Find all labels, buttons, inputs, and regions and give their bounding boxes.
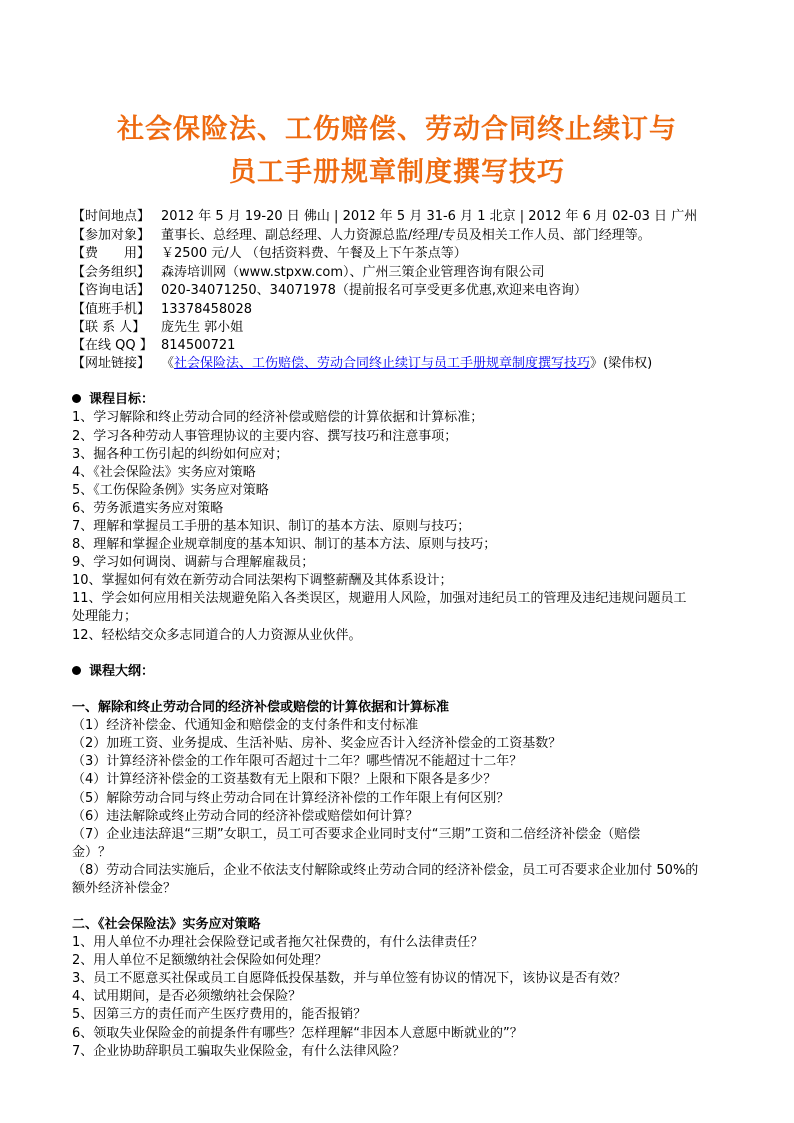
goals-heading-text: 课程目标： [89,392,155,407]
goal-item: 1、学习解除和终止劳动合同的经济补偿或赔偿的计算依据和计算标准； [72,410,484,425]
outline-item: 6、领取失业保险金的前提条件有哪些？怎样理解“非因本人意愿中断就业的”？ [72,1026,523,1041]
goal-item: 8、理解和掌握企业规章制度的基本知识、制订的基本方法、原则与技巧； [72,537,497,552]
outline-item: （7）企业违法辞退“三期”女职工，员工可否要求企业同时支付“三期”工资和二倍经济补偿金（赔偿 [72,827,641,842]
section-title: 一、解除和终止劳动合同的经济补偿或赔偿的计算依据和计算标准 [72,700,450,715]
website-row [72,355,652,373]
outline-item: 金）？ [72,845,112,860]
goal-item: 4、《社会保险法》实务应对策略 [72,465,256,480]
bullet-icon [72,666,81,675]
info-label: 【时间地点】 [72,209,151,224]
info-row [72,301,252,319]
outline-item: 1、用人单位不办理社会保险登记或者拖欠社保费的，有什么法律责任？ [72,935,484,950]
goal-item: 12、轻松结交众多志同道合的人力资源从业伙伴。 [72,628,362,643]
goal-item: 10、掌握如何有效在新劳动合同法架构下调整薪酬及其体系设计； [72,573,453,588]
goal-item: 7、理解和掌握员工手册的基本知识、制订的基本方法、原则与技巧； [72,519,471,534]
info-value: 庞先生 郭小姐 [161,320,244,335]
info-row [72,264,545,282]
info-row [72,245,467,263]
outline-item: （5）解除劳动合同与终止劳动合同在计算经济补偿的工作年限上有何区别？ [72,791,510,806]
outline-item: 7、企业协助辞职员工骗取失业保险金，有什么法律风险？ [72,1044,406,1059]
info-value: 董事长、总经理、副总经理、人力资源总监/经理/专员及相关工作人员、部门经理等。 [161,228,651,243]
website-prefix: 《 [161,356,175,371]
bullet-icon [72,394,81,403]
info-value: 13378458028 [161,302,252,317]
info-value: 2012 年 5 月 19-20 日 佛山 | 2012 年 5 月 31-6 月 1 北京 | 2012 年 6 月 02-03 日 广州 [161,209,698,224]
goal-item: 9、学习如何调岗、调薪与合理解雇裁员； [72,555,315,570]
goal-item: 2、学习各种劳动人事管理协议的主要内容、撰写技巧和注意事项； [72,429,458,444]
info-label: 【参加对象】 [72,228,151,243]
website-suffix: 》(梁伟权) [590,356,653,371]
info-value: ￥2500 元/人 （包括资料费、午餐及上下午茶点等） [161,246,467,261]
goals-heading [72,391,154,409]
page-title-line-2: 员工手册规章制度撰写技巧 [229,157,565,188]
info-label: 【在线 QQ 】 [72,338,153,353]
goal-item: 处理能力； [72,609,138,624]
info-label: 【费 用】 [72,246,151,261]
info-row [72,319,243,337]
info-value: 814500721 [161,338,236,353]
outline-item: （8）劳动合同法实施后，企业不依法支付解除或终止劳动合同的经济补偿金，员工可否要求企业加付 50%的 [72,863,699,878]
info-row [72,282,587,300]
outline-heading [72,663,154,681]
outline-item: （1）经济补偿金、代通知金和赔偿金的支付条件和支付标准 [72,718,419,733]
outline-item: （3）计算经济补偿金的工作年限可否超过十二年？哪些情况不能超过十二年？ [72,754,523,769]
info-label: 【网址链接】 [72,356,151,371]
page-title-line-1: 社会保险法、工伤赔偿、劳动合同终止续订与 [117,114,677,145]
website-link[interactable]: 社会保险法、工伤赔偿、劳动合同终止续订与员工手册规章制度撰写技巧 [174,356,591,371]
info-label: 【咨询电话】 [72,283,151,298]
info-row [72,227,651,245]
goal-item: 5、《工伤保险条例》实务应对策略 [72,483,269,498]
goal-item: 3、掘各种工伤引起的纠纷如何应对； [72,447,289,462]
info-row [72,337,235,355]
info-row [72,208,697,226]
goal-item: 6、劳务派遣实务应对策略 [72,501,224,516]
outline-heading-text: 课程大纲： [89,664,155,679]
outline-item: 2、用人单位不足额缴纳社会保险如何处理？ [72,953,328,968]
outline-item: （2）加班工资、业务提成、生活补贴、房补、奖金应否计入经济补偿金的工资基数？ [72,736,562,751]
info-label: 【联 系 人】 [72,320,146,335]
goal-item: 11、学会如何应用相关法规避免陷入各类误区，规避用人风险，加强对违纪员工的管理及违纪违规问题员工 [72,591,687,606]
outline-item: 5、因第三方的责任而产生医疗费用的，能否报销？ [72,1007,367,1022]
info-label: 【会务组织】 [72,265,151,280]
outline-item: 3、员工不愿意买社保或员工自愿降低投保基数，并与单位签有协议的情况下，该协议是否有效？ [72,971,627,986]
outline-item: （6）违法解除或终止劳动合同的经济补偿或赔偿如何计算？ [72,809,419,824]
outline-item: 额外经济补偿金？ [72,881,177,896]
section-title: 二、《社会保险法》实务应对策略 [72,917,261,932]
info-value: 020-34071250、34071978（提前报名可享受更多优惠,欢迎来电咨询） [161,283,587,298]
info-value: 森涛培训网（www.stpxw.com）、广州三策企业管理咨询有限公司 [161,265,545,280]
outline-item: 4、试用期间，是否必须缴纳社会保险？ [72,989,302,1004]
outline-item: （4）计算经济补偿金的工资基数有无上限和下限？上限和下限各是多少？ [72,772,497,787]
info-label: 【值班手机】 [72,302,151,317]
